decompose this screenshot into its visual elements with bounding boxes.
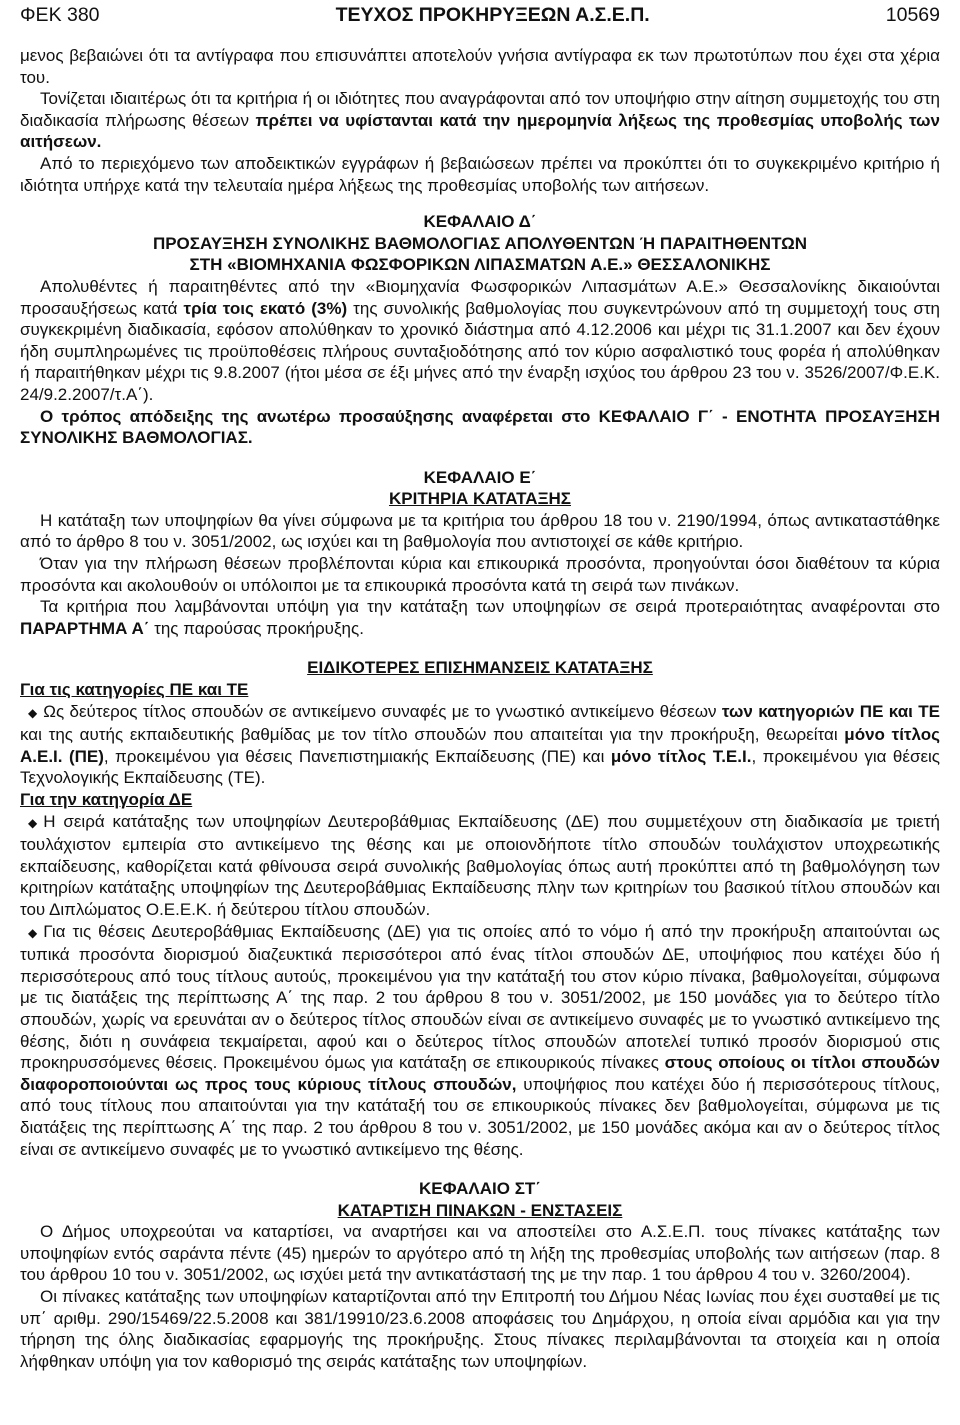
gazette-page bbox=[20, 0, 940, 1372]
chapter-d-heading: ΚΕΦΑΛΑΙΟ Δ΄ bbox=[423, 212, 537, 232]
page-header bbox=[20, 2, 940, 28]
bullet-pe-te: ◆ Ως δεύτερος τίτλος σπουδών σε αντικείμενο συναφές με το γνωστικό αντικείμενο θέσεων των κατηγοριών ΠΕ και ΤΕ και της αυτής εκπαιδευτικής βαθμίδας με τον τίτλο σπουδών που απαιτείται για την προκήρυξη, θεωρείται μόνο τίτλος Α.Ε.Ι. (ΠΕ), προκειμένου για θέσεις Πανεπιστημιακής Εκπαίδευσης (ΠΕ) και μόνο τίτλος Τ.Ε.Ι., προκειμένου για θέσεις Τεχνολογικής Εκπαίδευσης (ΤΕ). bbox=[20, 701, 940, 788]
issue-title: ΤΕΥΧΟΣ ΠΡΟΚΗΡΥΞΕΩΝ Α.Σ.Ε.Π. bbox=[335, 4, 650, 26]
chapter-d-title-line1: ΠΡΟΣΑΥΞΗΣΗ ΣΥΝΟΛΙΚΗΣ ΒΑΘΜΟΛΟΓΙΑΣ ΑΠΟΛΥΘΕΝΤΩΝ Ή ΠΑΡΑΙΤΗΘΕΝΤΩΝ bbox=[152, 233, 808, 253]
chapter-e-title: ΚΡΙΤΗΡΙΑ ΚΑΤΑΤΑΞΗΣ bbox=[388, 489, 571, 509]
criteria-paragraph: Τονίζεται ιδιαιτέρως ότι τα κριτήρια ή οι ιδιότητες που αναγράφονται από τον υποψήφιο στην αίτηση συμμετοχής του στη διαδικασία πλήρωσης θέσεων πρέπει να υφίστανται κατά την ημερομηνία λήξεως της προθεσμίας υποβολής των αιτήσεων. bbox=[20, 89, 940, 152]
subheading-pe-te: Για τις κατηγορίες ΠΕ και ΤΕ bbox=[20, 680, 249, 700]
bonus-paragraph: Απολυθέντες ή παραιτηθέντες από την «Βιομηχανία Φωσφορικών Λιπασμάτων Α.Ε.» Θεσσαλονίκης δικαιούνται προσαυξήσεως κατά τρία τοις εκατό (3%) της συνολικής βαθμολογίας που συγκεντρώνουν από τη συμμετοχή τους στη συγκεκριμένη διαδικασία, εφόσον απολύθηκαν το χρονικό διάστημα από 4.12.2006 και μέχρι τις 31.1.2007 και δεν έχουν ήδη συμπληρωμένες τις προϋποθέσεις πλήρους συνταξιοδότησης από τον κύριο ασφαλιστικό τους φορέα ή απολύθηκαν ή παραιτήθηκαν μέχρι τις 9.8.2007 (ήτοι μέσα σε έξι μήνες από την έναρξη ισχύος του άρθρου 23 του ν. 3526/2007/Φ.Ε.Κ. 24/9.2.2007/τ.Α΄). bbox=[20, 276, 940, 404]
annex-paragraph: Τα κριτήρια που λαμβάνονται υπόψη για την κατάταξη των υποψηφίων σε σειρά προτεραιότητας αναφέρονται στο ΠΑΡΑΡΤΗΜΑ Α΄ της παρούσας προκήρυξης. bbox=[20, 597, 940, 638]
special-notes-title: ΕΙΔΙΚΟΤΕΡΕΣ ΕΠΙΣΗΜΑΝΣΕΙΣ ΚΑΤΑΤΑΞΗΣ bbox=[307, 658, 653, 678]
diamond-bullet-icon: ◆ bbox=[28, 705, 38, 720]
continued-paragraph: μενος βεβαιώνει ότι τα αντίγραφα που επισυνάπτει αποτελούν γνήσια αντίγραφα εκ των πρωτοτύπων που έχει στα χέρια του. bbox=[20, 46, 940, 87]
diamond-bullet-icon: ◆ bbox=[28, 815, 38, 830]
bonus-proof-paragraph: Ο τρόπος απόδειξης της ανωτέρω προσαύξησης αναφέρεται στο ΚΕΦΑΛΑΙΟ Γ΄ - ΕΝΟΤΗΤΑ ΠΡΟΣΑΥΞΗΣΗ ΣΥΝΟΛΙΚΗΣ ΒΑΘΜΟΛΟΓΙΑΣ. bbox=[20, 406, 940, 448]
subheading-de: Για την κατηγορία ΔΕ bbox=[20, 790, 193, 809]
chapter-d-title-line2: ΣΤΗ «ΒΙΟΜΗΧΑΝΙΑ ΦΩΣΦΟΡΙΚΩΝ ΛΙΠΑΣΜΑΤΩΝ Α.Ε.» ΘΕΣΣΑΛΟΝΙΚΗΣ bbox=[189, 255, 771, 275]
chapter-st-heading: ΚΕΦΑΛΑΙΟ ΣΤ΄ bbox=[419, 1179, 541, 1199]
tables-deadline-paragraph: Ο Δήμος υποχρεούται να καταρτίσει, να αναρτήσει και να αποστείλει στο Α.Σ.Ε.Π. τους πίνακες κατάταξης των υποψηφίων εντός σαράντα πέντε (45) ημερών το αργότερο από τη λήξη της προθεσμίας υποβολής των αιτήσεων (παρ. 8 του άρθρου 10 του ν. 3051/2002, ως ισχύει μετά την αντικατάστασή της με την παρ. 1 του άρθρου 4 του ν. 3260/2004). bbox=[20, 1222, 940, 1285]
chapter-e-heading: ΚΕΦΑΛΑΙΟ Ε΄ bbox=[423, 467, 537, 487]
diamond-bullet-icon: ◆ bbox=[28, 925, 38, 940]
qualifications-paragraph: Όταν για την πλήρωση θέσεων προβλέπονται κύρια και επικουρικά προσόντα, προηγούνται όσοι διαθέτουν τα κύρια προσόντα και ακολουθούν οι υπόλοιποι με τα επικουρικά προσόντα κατά τη σειρά των πινάκων. bbox=[20, 554, 940, 595]
issue-number: ΦΕΚ 380 bbox=[20, 4, 100, 26]
bullet-de-titles: ◆ Για τις θέσεις Δευτεροβάθμιας Εκπαίδευσης (ΔΕ) για τις οποίες από το νόμο ή από την προκήρυξη απαιτούνται ως τυπικά προσόντα διορισμού διαζευκτικά περισσότεροι από ένας τίτλοι σπουδών ΔΕ, υποψήφιος που κατέχει δύο ή περισσότερους από τους τίτλους αυτούς, προκειμένου για την κατάταξή του στον κύριο πίνακα, βαθμολογείται, σύμφωνα με τις διατάξεις της περίπτωσης Α΄ της παρ. 2 του άρθρου 8 του ν. 3051/2002, με 150 μονάδες για το δεύτερο τίτλο σπουδών, χωρίς να ερευνάται αν ο δεύτερος τίτλος σπουδών είναι σε αντικείμενο συναφές με το γνωστικό αντικείμενο της θέσης, διότι η συνάφεια τεκμαίρεται, αφού και ο δεύτερος τίτλος σπουδών αποτελεί τυπικό προσόν διορισμού στις προκηρυσσόμενες θέσεις. Προκειμένου όμως για κατάταξη σε επικουρικούς πίνακες στους οποίους οι τίτλοι σπουδών διαφοροποιούνται ως προς τους κύριους τίτλους σπουδών, υποψήφιος που κατέχει δύο ή περισσότερους τίτλους, από τους τίτλους που απαιτούνται για την κατάταξή του σε επικουρικούς πίνακες δεν βαθμολογείται, σύμφωνα με τις διατάξεις της περίπτωσης Α΄ της παρ. 2 του άρθρου 8 του ν. 3051/2002, με 150 μονάδες ακόμα και αν ο δεύτερος τίτλος είναι σε αντικείμενο συναφές με το γνωστικό αντικείμενο της θέσης. bbox=[20, 921, 941, 1159]
page-number: 10569 bbox=[885, 4, 940, 26]
chapter-st-title: ΚΑΤΑΡΤΙΣΗ ΠΙΝΑΚΩΝ - ΕΝΣΤΑΣΕΙΣ bbox=[337, 1200, 623, 1220]
evidence-paragraph: Από το περιεχόμενο των αποδεικτικών εγγράφων ή βεβαιώσεων πρέπει να προκύπτει ότι το συγκεκριμένο κριτήριο ή ιδιότητα υπήρχε κατά την τελευταία ημέρα λήξεως της προθεσμίας υποβολής των αιτήσεων. bbox=[20, 153, 940, 195]
tables-committee-paragraph: Οι πίνακες κατάταξης των υποψηφίων καταρτίζονται από την Επιτροπή του Δήμου Νέας Ιωνίας που έχει συσταθεί με τις υπ΄ αριθμ. 290/15469/22.5.2008 και 381/19910/23.6.2008 αποφάσεις του Δημάρχου, η οποία είναι αρμόδια και για την τήρηση της όλης διαδικασίας εφαρμογής της προκήρυξης. Στους πίνακες περιλαμβάνονται τα στοιχεία και η οποία λήφθηκαν υπόψη για τον καθορισμό της σειράς κατάταξης των υποψηφίων. bbox=[20, 1287, 940, 1371]
ranking-paragraph: Η κατάταξη των υποψηφίων θα γίνει σύμφωνα με τα κριτήρια του άρθρου 18 του ν. 2190/1994, όπως αντικαταστάθηκε από το άρθρο 8 του ν. 3051/2002, ως ισχύει και τη βαθμολογία που αντιστοιχεί σε κάθε κριτήριο. bbox=[20, 510, 940, 552]
bullet-de-ranking: ◆ Η σειρά κατάταξης των υποψηφίων Δευτεροβάθμιας Εκπαίδευσης (ΔΕ) που συμμετέχουν στη διαδικασία με τριετή τουλάχιστον εμπειρία στο αντικείμενο της θέσης και με οποιονδήποτε τίτλο σπουδών τουλάχιστον υποχρεωτικής εκπαίδευσης, καθορίζεται κατά φθίνουσα σειρά συνολικής βαθμολογίας όπως αυτή προκύπτει από τη βαθμολόγηση των κριτηρίων κατάταξης υποψηφίων της Δευτεροβάθμιας Εκπαίδευσης πλην των κριτηρίων του βασικού τίτλου σπουδών και του Διπλώματος Ο.Ε.Ε.Κ. ή δεύτερου τίτλου σπουδών. bbox=[20, 811, 940, 919]
